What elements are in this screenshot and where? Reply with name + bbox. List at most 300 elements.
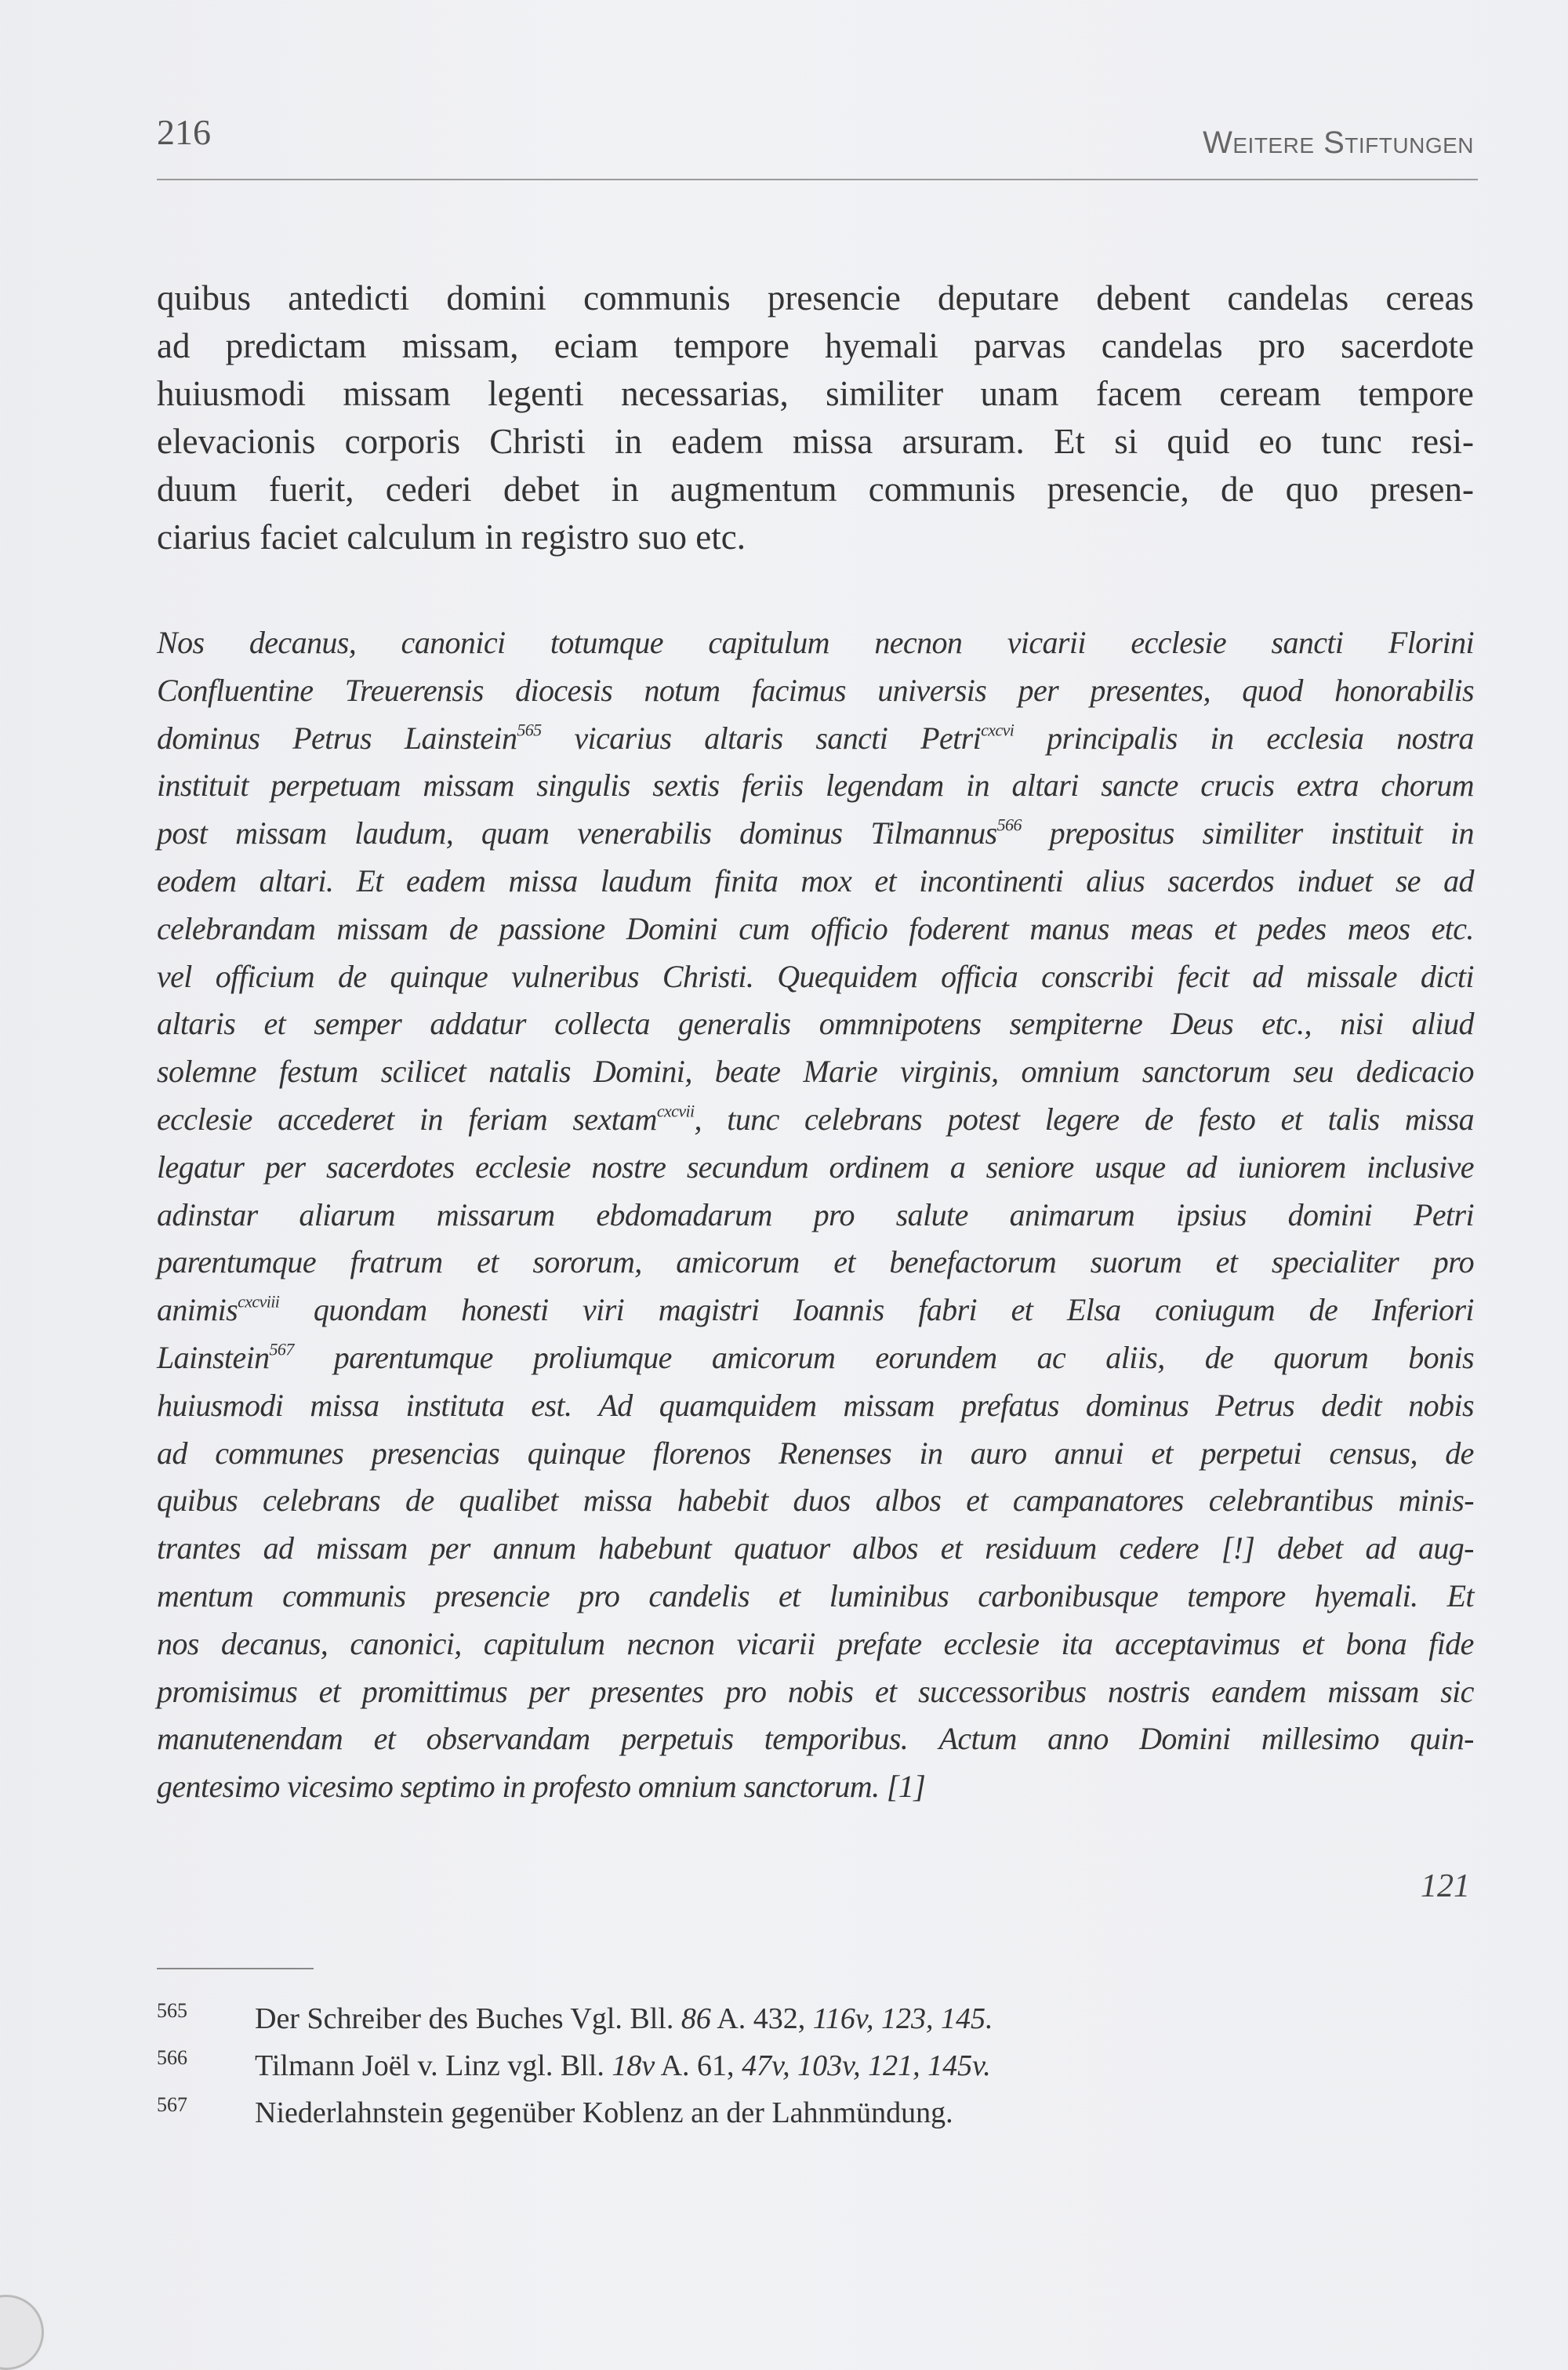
- word: Renenses: [779, 1435, 892, 1471]
- word: auro: [970, 1435, 1027, 1471]
- footnote-reference: 567: [269, 1339, 294, 1359]
- word: notum: [644, 672, 720, 708]
- running-title: Weitere Stiftungen: [1203, 125, 1474, 160]
- word: mox: [800, 862, 852, 898]
- word: missarum: [436, 1196, 555, 1232]
- word: candelas: [1101, 326, 1223, 365]
- word: parentumque: [157, 1244, 316, 1280]
- word: alius: [1086, 862, 1145, 898]
- text-line: [157, 762, 1474, 810]
- word: sic: [1440, 1673, 1474, 1709]
- word: nostra: [1396, 720, 1474, 756]
- word: residuum: [985, 1530, 1097, 1566]
- word: ad: [263, 1530, 294, 1566]
- word: vicarii: [736, 1625, 815, 1661]
- word: eandem: [1211, 1673, 1306, 1709]
- word: habebit: [677, 1483, 768, 1519]
- word: suorum: [1090, 1244, 1182, 1280]
- word: Et: [1053, 422, 1085, 461]
- word: post: [157, 815, 208, 851]
- word: sancte: [1101, 768, 1178, 804]
- footnote-text-part: A. 432,: [710, 2002, 813, 2035]
- paragraph-2-charter: [157, 619, 1474, 1811]
- word: beate: [714, 1054, 781, 1090]
- word: quondam: [313, 1292, 427, 1328]
- word: necnon: [626, 1625, 715, 1661]
- word: habebunt: [598, 1530, 712, 1566]
- text-line: [157, 953, 1474, 1001]
- word: dedit: [1321, 1387, 1382, 1423]
- word: ,: [694, 1101, 702, 1137]
- word: missa: [792, 422, 873, 461]
- word: Lainstein: [404, 720, 517, 756]
- word: presencie: [767, 278, 901, 318]
- word: ommnipotens: [818, 1006, 982, 1042]
- word: nostre: [591, 1149, 666, 1185]
- word: totumque: [550, 625, 663, 660]
- word: chorum: [1381, 768, 1474, 804]
- word: candelas: [1227, 278, 1349, 318]
- word: arsuram.: [902, 422, 1025, 461]
- word: in: [611, 470, 639, 509]
- word: quo: [1285, 470, 1339, 509]
- word: nobis: [787, 1673, 854, 1709]
- word: promisimus: [157, 1673, 298, 1709]
- word: scilicet: [380, 1054, 466, 1090]
- word: Christi.: [662, 958, 754, 994]
- word: Domini: [626, 910, 718, 946]
- word: ordinem: [829, 1149, 930, 1185]
- text-line: [157, 370, 1474, 418]
- text-line: [157, 1287, 1474, 1334]
- word: virginis,: [900, 1054, 999, 1090]
- word: de: [1204, 1339, 1234, 1375]
- word: ceream: [1219, 374, 1322, 413]
- text-line: [157, 906, 1474, 953]
- word: principalis: [1047, 720, 1178, 756]
- word: in: [1450, 815, 1474, 851]
- word: missam: [343, 374, 451, 413]
- word: ita: [1061, 1625, 1093, 1661]
- word: facimus: [751, 672, 846, 708]
- word: vel: [157, 958, 192, 994]
- word: cum: [739, 910, 790, 946]
- word: nisi: [1340, 1006, 1384, 1042]
- word: fabri: [918, 1292, 978, 1328]
- word: similiter: [826, 374, 944, 413]
- word: perpetuis: [620, 1721, 734, 1757]
- word: eciam: [554, 326, 639, 365]
- word: instituit: [1330, 815, 1423, 851]
- word: nobis: [1408, 1387, 1474, 1423]
- footnote-number: 567: [157, 2093, 187, 2116]
- word: collecta: [554, 1006, 650, 1042]
- word: florenos: [652, 1435, 751, 1471]
- word: iuniorem: [1237, 1149, 1346, 1185]
- word: ecclesia: [1266, 720, 1364, 756]
- word: ad: [157, 1435, 187, 1471]
- word: laudum,: [354, 815, 454, 851]
- word: missam,: [401, 326, 519, 365]
- word: necnon: [874, 625, 963, 660]
- word: per: [1018, 672, 1059, 708]
- word: induet: [1297, 862, 1373, 898]
- footnote-text: [255, 2042, 991, 2089]
- footnote: [157, 2089, 993, 2136]
- word: Domini: [1139, 1721, 1231, 1757]
- word: aliarum: [299, 1196, 395, 1232]
- word: aliud: [1411, 1006, 1474, 1042]
- footnote-text-part: Niederlahnstein gegenüber Koblenz an der Lahnmündung.: [255, 2096, 953, 2129]
- word: extra: [1296, 768, 1359, 804]
- footnote-text-part: A. 61,: [655, 2049, 742, 2082]
- word: feriis: [741, 768, 804, 804]
- text-line: [157, 1621, 1474, 1668]
- text-line: [157, 667, 1474, 715]
- word: finita: [714, 862, 779, 898]
- text-line: [157, 466, 1474, 514]
- word: presencie,: [1047, 470, 1189, 509]
- text-line: [157, 1000, 1474, 1048]
- word: feriam: [468, 1101, 548, 1137]
- word: hyemali: [824, 326, 938, 365]
- word: honesti: [461, 1292, 549, 1328]
- word: elevacionis: [157, 422, 316, 461]
- word: manutenendam: [157, 1721, 343, 1757]
- word: de: [448, 910, 478, 946]
- word: Petri: [1413, 1196, 1474, 1232]
- footnote: [157, 1995, 993, 2042]
- word: antedicti: [288, 278, 410, 318]
- text-line: [157, 418, 1474, 466]
- word: decanus,: [249, 625, 357, 660]
- word: et: [1214, 910, 1236, 946]
- word: quibus: [157, 278, 252, 318]
- word: vulneribus: [511, 958, 639, 994]
- word: etc.: [1431, 910, 1474, 946]
- word: candelis: [648, 1577, 750, 1613]
- word: missam: [336, 910, 428, 946]
- word: ad: [157, 326, 191, 365]
- word: missam: [843, 1387, 935, 1423]
- word: quin-: [1410, 1721, 1474, 1757]
- word: decanus,: [220, 1625, 328, 1661]
- text-line: [157, 514, 1474, 561]
- text-line: [157, 1430, 1474, 1478]
- word: tempore: [673, 326, 789, 365]
- footnote-text-part: 18v: [612, 2049, 655, 2082]
- word: specialiter: [1271, 1244, 1399, 1280]
- word: aliis,: [1105, 1339, 1165, 1375]
- word: debent: [1096, 278, 1191, 318]
- word: cederi: [385, 470, 472, 509]
- word: acceptavimus: [1115, 1625, 1280, 1661]
- word: dominus: [739, 815, 843, 851]
- word: annui: [1054, 1435, 1123, 1471]
- word: crucis: [1200, 768, 1275, 804]
- word: ad: [1443, 862, 1474, 898]
- footnote-number: 566: [157, 2046, 187, 2069]
- word: Ioannis: [793, 1292, 884, 1328]
- word: animarum: [1009, 1196, 1135, 1232]
- word: hyemali.: [1314, 1577, 1418, 1613]
- word: missam: [316, 1530, 408, 1566]
- word: debet: [1277, 1530, 1343, 1566]
- word: [!]: [1221, 1530, 1255, 1566]
- text-line: [157, 1668, 1474, 1716]
- word: minis-: [1398, 1483, 1474, 1519]
- word: in: [1210, 720, 1234, 756]
- word: quid: [1167, 422, 1230, 461]
- word: eorundem: [875, 1339, 997, 1375]
- word: celebrantibus: [1208, 1483, 1374, 1519]
- word: Marie: [803, 1054, 878, 1090]
- word: missa: [310, 1387, 379, 1423]
- word: altari.: [259, 862, 334, 898]
- footnotes: [157, 1995, 993, 2136]
- text-line: [157, 619, 1474, 667]
- word: et: [940, 1530, 963, 1566]
- word: legenti: [488, 374, 584, 413]
- footnote-rule: [157, 1968, 314, 1969]
- word: successoribus: [918, 1673, 1087, 1709]
- word: diocesis: [515, 672, 613, 708]
- word: resi-: [1411, 422, 1474, 461]
- word: celebrans: [804, 1101, 923, 1137]
- word: nostris: [1107, 1673, 1190, 1709]
- word: vicarii: [1007, 625, 1086, 660]
- footnote-text-part: 116v, 123, 145.: [812, 2002, 993, 2035]
- word: pro: [579, 1577, 620, 1613]
- word: altari: [1011, 768, 1079, 804]
- word: se: [1395, 862, 1421, 898]
- word: quorum: [1273, 1339, 1369, 1375]
- word: parvas: [974, 326, 1066, 365]
- word: albos: [852, 1530, 918, 1566]
- word: adinstar: [157, 1196, 258, 1232]
- word: eadem: [671, 422, 764, 461]
- word: Et: [356, 862, 383, 898]
- word: missam: [423, 768, 514, 804]
- word: et: [1301, 1625, 1324, 1661]
- word: huiusmodi: [157, 1387, 284, 1423]
- word: luminibus: [829, 1577, 949, 1613]
- word: Actum: [938, 1721, 1017, 1757]
- word: sancti: [1271, 625, 1344, 660]
- header-rule: [157, 179, 1478, 180]
- word: seniore: [985, 1149, 1074, 1185]
- word: si: [1114, 422, 1138, 461]
- word: eodem: [157, 862, 237, 898]
- word: quinque: [390, 958, 488, 994]
- word: Confluentine: [157, 672, 314, 708]
- footnote-text-part: 47v, 103v, 121, 145v.: [742, 2049, 991, 2082]
- word: pedes: [1257, 910, 1327, 946]
- word: prepositus: [1049, 815, 1174, 851]
- word: perpetuam: [270, 768, 401, 804]
- word: presentes: [590, 1673, 704, 1709]
- word: Ad: [598, 1387, 633, 1423]
- word: incontinenti: [919, 862, 1064, 898]
- word: pro: [813, 1196, 855, 1232]
- word: Et: [1446, 1577, 1474, 1613]
- word: facem: [1095, 374, 1182, 413]
- word: omnium: [1021, 1054, 1120, 1090]
- word: ecclesie: [943, 1625, 1040, 1661]
- word: est.: [531, 1387, 572, 1423]
- text-line: [157, 810, 1474, 858]
- page-number: 216: [157, 112, 211, 152]
- word: Petrus: [1215, 1387, 1295, 1423]
- word: nos: [157, 1625, 199, 1661]
- word: Tilmannus: [870, 815, 997, 851]
- word: quatuor: [734, 1530, 830, 1566]
- text-line: [157, 1239, 1474, 1287]
- footnote-text: [255, 2089, 953, 2136]
- word: passione: [499, 910, 605, 946]
- word: officio: [811, 910, 888, 946]
- text-line: [157, 1382, 1474, 1430]
- word: bonis: [1408, 1339, 1474, 1375]
- word: et: [966, 1483, 988, 1519]
- word: dominus: [157, 720, 260, 756]
- word: Christi: [489, 422, 586, 461]
- word: capitulum: [708, 625, 829, 660]
- word: trantes: [157, 1530, 241, 1566]
- word: carbonibusque: [978, 1577, 1159, 1613]
- word: benefactorum: [889, 1244, 1057, 1280]
- word: corporis: [344, 422, 461, 461]
- word: quam: [481, 815, 550, 851]
- word: qualibet: [459, 1483, 558, 1519]
- word: et: [874, 862, 897, 898]
- word: vicarius: [574, 720, 672, 756]
- word: etc.,: [1261, 1006, 1312, 1042]
- word: observandam: [426, 1721, 590, 1757]
- word: tunc: [1321, 422, 1382, 461]
- word: canonici,: [350, 1625, 462, 1661]
- word: foderent: [909, 910, 1009, 946]
- word: honorabilis: [1334, 672, 1474, 708]
- word: salute: [895, 1196, 968, 1232]
- text-line: [157, 274, 1474, 322]
- word: presentes,: [1090, 672, 1210, 708]
- word: eadem: [405, 862, 486, 898]
- text-line: [157, 322, 1474, 370]
- word: prefatus: [960, 1387, 1059, 1423]
- word: ad: [1186, 1149, 1217, 1185]
- word: in: [919, 1435, 943, 1471]
- word: necessarias,: [621, 374, 789, 413]
- word: duum: [157, 470, 238, 509]
- word: de: [1308, 1292, 1338, 1328]
- word: solemne: [157, 1054, 256, 1090]
- scan-artifact: [0, 2295, 44, 2370]
- word: de: [1445, 1435, 1474, 1471]
- word: et: [477, 1244, 499, 1280]
- word: officium: [215, 958, 315, 994]
- word: celebrans: [263, 1483, 381, 1519]
- word: in: [966, 768, 990, 804]
- word: predictam: [225, 326, 367, 365]
- folio-marker: 121: [1421, 1868, 1470, 1904]
- word: missam: [235, 815, 327, 851]
- word: generalis: [678, 1006, 791, 1042]
- word: dedicacio: [1356, 1054, 1474, 1090]
- footnote-reference: 566: [996, 815, 1022, 835]
- word: et: [1151, 1435, 1174, 1471]
- text-line: [157, 1144, 1474, 1192]
- word: communis: [282, 1577, 406, 1613]
- word: ecclesie: [475, 1149, 571, 1185]
- word: Inferiori: [1371, 1292, 1474, 1328]
- text-line: [157, 1477, 1474, 1525]
- word: in: [419, 1101, 443, 1137]
- word: communis: [868, 470, 1016, 509]
- word: legendam: [826, 768, 944, 804]
- word: canonici: [401, 625, 506, 660]
- word: amicorum: [711, 1339, 836, 1375]
- footnote-reference: cxcvii: [656, 1101, 695, 1121]
- word: proliumque: [532, 1339, 672, 1375]
- word: ecclesie: [1131, 625, 1227, 660]
- footnote-reference: cxcvi: [981, 720, 1014, 740]
- word: secundum: [686, 1149, 808, 1185]
- text-line: [157, 1096, 1474, 1144]
- word: coniugum: [1155, 1292, 1276, 1328]
- text-line: [157, 858, 1474, 906]
- word: tempore: [1187, 1577, 1286, 1613]
- word: et: [1280, 1101, 1303, 1137]
- word: et: [833, 1244, 855, 1280]
- footnote-number: 565: [157, 1999, 187, 2022]
- footnote-text-part: Der Schreiber des Buches Vgl. Bll.: [255, 2002, 681, 2035]
- word: pro: [725, 1673, 767, 1709]
- word: deputare: [938, 278, 1059, 318]
- word: festum: [278, 1054, 358, 1090]
- word: et: [373, 1721, 396, 1757]
- word: missam: [1327, 1673, 1419, 1709]
- word: aug-: [1417, 1530, 1474, 1566]
- word: census,: [1329, 1435, 1417, 1471]
- word: Petri: [920, 720, 982, 756]
- text-line: [157, 1525, 1474, 1573]
- word: manus: [1029, 910, 1109, 946]
- word: pro: [1432, 1244, 1474, 1280]
- word: ebdomadarum: [596, 1196, 772, 1232]
- word: per: [528, 1673, 570, 1709]
- word: quamquidem: [659, 1387, 817, 1423]
- word: quinque: [527, 1435, 626, 1471]
- word: semper: [314, 1006, 402, 1042]
- word: fide: [1428, 1625, 1474, 1661]
- word: dicti: [1420, 958, 1474, 994]
- word: presencias: [371, 1435, 500, 1471]
- word: legatur: [157, 1149, 245, 1185]
- word: millesimo: [1261, 1721, 1380, 1757]
- word: a: [949, 1149, 966, 1185]
- word: similiter: [1202, 815, 1303, 851]
- word: anno: [1047, 1721, 1109, 1757]
- word: fratrum: [350, 1244, 443, 1280]
- word: eo: [1258, 422, 1293, 461]
- word: meos: [1347, 910, 1410, 946]
- word: instituit: [157, 768, 249, 804]
- word: Lainstein: [157, 1339, 270, 1375]
- word: magistri: [658, 1292, 760, 1328]
- word: cereas: [1385, 278, 1474, 318]
- word: presen-: [1370, 470, 1474, 509]
